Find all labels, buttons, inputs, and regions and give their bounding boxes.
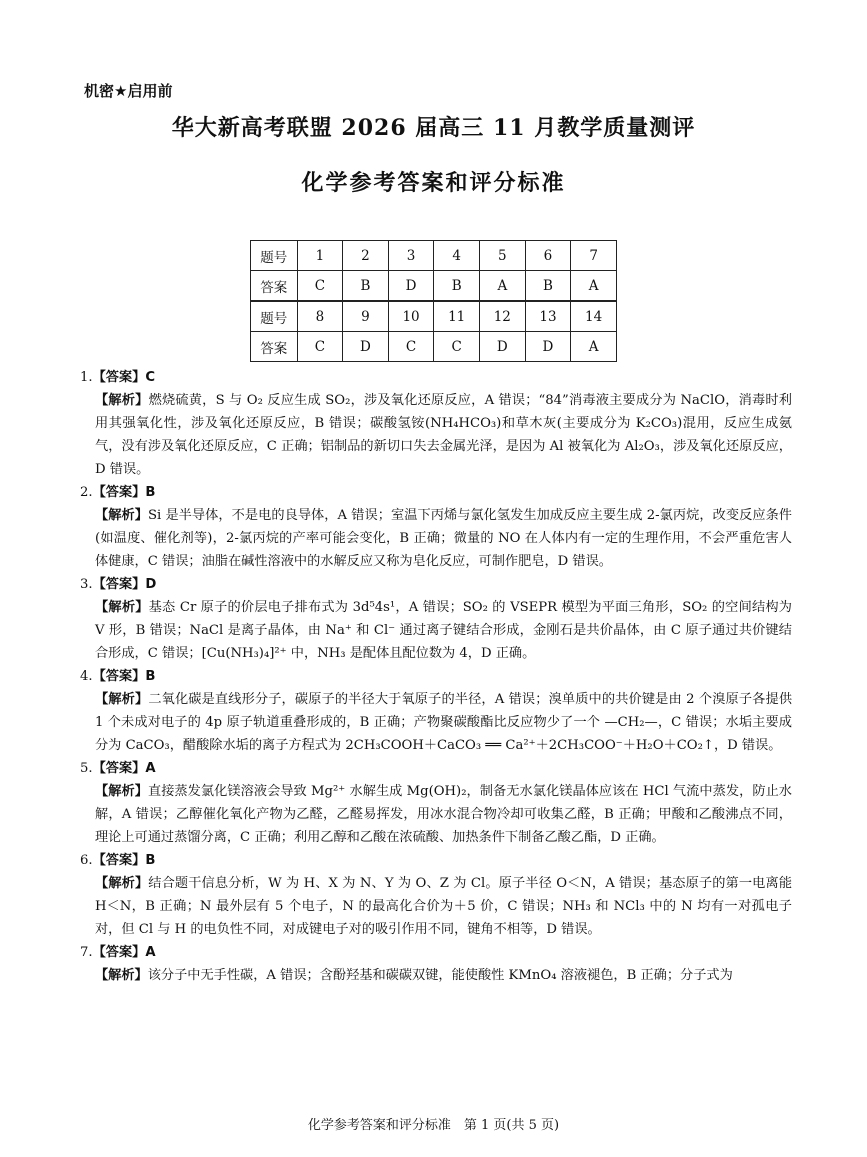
question-number: 4 <box>434 241 480 271</box>
question-number: 6 <box>525 241 571 271</box>
answer-label: 【答案】A <box>92 761 156 776</box>
question-answer-6 <box>80 849 792 872</box>
explanation-tag: 【解析】 <box>95 784 148 799</box>
explanation-text: 基态 Cr 原子的价层电子排布式为 3d⁵4s¹，A 错误；SO₂ 的 VSEPR 模型为平面三角形，SO₂ 的空间结构为 V 形，B 错误；NaCl 是离子晶体，由 Na⁺ 和 Cl⁻ 通过离子键结合形成，金刚石是共价晶体，由 C 原子通过共价键结合形成，C 错误；[Cu(NH₃)₄]²⁺ 中，NH₃ 是配体且配位数为 4，D 正确。 <box>95 600 792 661</box>
question-no: 7. <box>80 945 93 960</box>
explanation-1 <box>80 389 792 481</box>
question-number: 9 <box>343 301 389 332</box>
confidential-label: 机密★启用前 <box>84 82 173 100</box>
document-title: 华大新高考联盟 2026 届高三 11 月教学质量测评 <box>171 115 696 141</box>
explanation-text: 直接蒸发氯化镁溶液会导致 Mg²⁺ 水解生成 Mg(OH)₂，制备无水氯化镁晶体应该在 HCl 气流中蒸发，防止水解，A 错误；乙醇催化氧化产物为乙醛，乙醛易挥发，用冰水混合物冷却可收集乙醛，B 正确；甲酸和乙酸沸点不同，理论上可通过蒸馏分离，C 正确；利用乙醇和乙酸在浓硫酸、加热条件下制备乙酸乙酯，D 正确。 <box>95 784 792 845</box>
answer-cell: D <box>525 332 571 362</box>
explanation-tag: 【解析】 <box>95 508 148 523</box>
question-no: 1. <box>80 370 93 385</box>
row-label: 题号 <box>251 301 298 332</box>
question-number: 5 <box>480 241 526 271</box>
explanation-6 <box>80 872 792 941</box>
answer-cell: C <box>434 332 480 362</box>
answer-cell: D <box>343 332 389 362</box>
explanation-tag: 【解析】 <box>95 876 149 891</box>
table-row-answers-2 <box>251 332 617 362</box>
answer-cell: D <box>480 332 526 362</box>
explanation-2 <box>80 504 792 573</box>
explanation-text: 该分子中无手性碳，A 错误；含酚羟基和碳碳双键，能使酸性 KMnO₄ 溶液褪色，B 正确；分子式为 <box>147 968 733 983</box>
question-number: 3 <box>388 241 434 271</box>
question-no: 3. <box>80 577 93 592</box>
question-answer-5 <box>80 757 792 780</box>
answer-label: 【答案】B <box>92 669 156 684</box>
question-number: 10 <box>388 301 434 332</box>
question-no: 5. <box>80 761 93 776</box>
row-label: 题号 <box>251 241 298 271</box>
question-number: 13 <box>525 301 571 332</box>
explanation-tag: 【解析】 <box>95 393 149 408</box>
question-number: 11 <box>434 301 480 332</box>
question-answer-7 <box>80 941 792 964</box>
answer-label: 【答案】B <box>92 853 156 868</box>
question-no: 4. <box>80 669 93 684</box>
row-label: 答案 <box>251 271 298 302</box>
question-answer-4 <box>80 665 792 688</box>
table-row-answers-1 <box>251 271 617 302</box>
question-answer-2 <box>80 481 792 504</box>
page-footer: 化学参考答案和评分标准 第 1 页(共 5 页) <box>307 1118 560 1133</box>
question-number: 14 <box>571 301 617 332</box>
answer-label: 【答案】C <box>92 370 156 385</box>
explanation-tag: 【解析】 <box>95 692 149 707</box>
answer-cell: A <box>571 271 617 302</box>
explanation-text: Si 是半导体，不是电的良导体，A 错误；室温下丙烯与氯化氢发生加成反应主要生成 2-氯丙烷，改变反应条件(如温度、催化剂等)，2-氯丙烷的产率可能会变化，B 正确；微量的 NO 在人体内有一定的生理作用，不会严重危害人体健康，C 错误；油脂在碱性溶液中的水解反应又称为皂化反应，可制作肥皂，D 错误。 <box>95 508 792 569</box>
answer-cell: C <box>297 332 343 362</box>
explanation-5 <box>80 780 792 849</box>
explanation-4 <box>80 688 792 757</box>
answer-cell: A <box>571 332 617 362</box>
question-number: 1 <box>297 241 343 271</box>
answer-cell: D <box>388 271 434 302</box>
answer-cell: C <box>388 332 434 362</box>
document-subtitle: 化学参考答案和评分标准 <box>301 171 566 196</box>
question-number: 2 <box>343 241 389 271</box>
question-no: 2. <box>80 485 93 500</box>
explanation-text: 结合题干信息分析，W 为 H、X 为 N、Y 为 O、Z 为 Cl。原子半径 O＜N，A 错误；基态原子的第一电离能 H＜N，B 正确；N 最外层有 5 个电子，N 的最高化合价为＋5 价，C 错误；NH₃ 和 NCl₃ 中的 N 均有一对孤电子对，但 Cl 与 H 的电负性不同，对成键电子对的吸引作用不同，键角不相等，D 错误。 <box>95 876 793 937</box>
answer-cell: C <box>297 271 343 302</box>
answer-cell: B <box>343 271 389 302</box>
answer-label: 【答案】D <box>92 577 157 592</box>
answer-table <box>250 240 617 362</box>
question-number: 8 <box>297 301 343 332</box>
table-row-numbers-2 <box>251 301 617 332</box>
row-label: 答案 <box>251 332 298 362</box>
answer-label: 【答案】B <box>92 485 156 500</box>
answer-explanations <box>80 366 792 987</box>
explanation-tag: 【解析】 <box>95 600 149 615</box>
question-no: 6. <box>80 853 93 868</box>
question-answer-1 <box>80 366 792 389</box>
explanation-7 <box>80 964 792 987</box>
explanation-tag: 【解析】 <box>95 968 148 983</box>
table-row-numbers-1 <box>251 241 617 271</box>
question-answer-3 <box>80 573 792 596</box>
answer-label: 【答案】A <box>92 945 156 960</box>
explanation-text: 燃烧硫黄，S 与 O₂ 反应生成 SO₂，涉及氧化还原反应，A 错误；“84”消毒液主要成分为 NaClO，消毒时利用其强氧化性，涉及氧化还原反应，B 错误；碳酸氢铵(NH₄HCO₃)和草木灰(主要成分为 K₂CO₃)混用，反应生成氨气，没有涉及氧化还原反应，C 正确；铝制品的新切口失去金属光泽，是因为 Al 被氧化为 Al₂O₃，涉及氧化还原反应，D 错误。 <box>95 393 792 477</box>
question-number: 12 <box>480 301 526 332</box>
answer-cell: A <box>480 271 526 302</box>
answer-cell: B <box>525 271 571 302</box>
question-number: 7 <box>571 241 617 271</box>
answer-cell: B <box>434 271 480 302</box>
explanation-text: 二氧化碳是直线形分子，碳原子的半径大于氧原子的半径，A 错误；溴单质中的共价键是由 2 个溴原子各提供 1 个未成对电子的 4p 原子轨道重叠形成的，B 正确；产物聚碳酸酯比反应物少了一个 —CH₂—，C 错误；水垢主要成分为 CaCO₃，醋酸除水垢的离子方程式为 2CH₃COOH＋CaCO₃ ══ Ca²⁺＋2CH₃COO⁻＋H₂O＋CO₂↑，D 错误。 <box>95 692 792 753</box>
explanation-3 <box>80 596 792 665</box>
